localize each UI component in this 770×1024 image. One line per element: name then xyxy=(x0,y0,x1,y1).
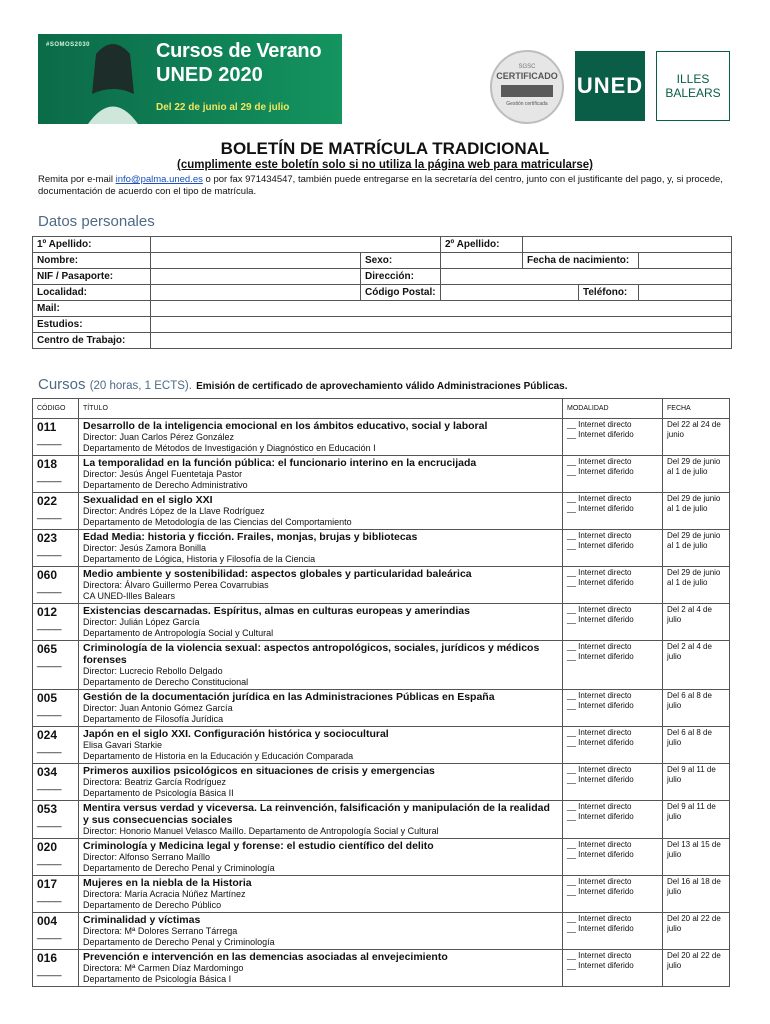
course-title-cell xyxy=(79,913,563,950)
code-mark-line[interactable]: ____ xyxy=(37,656,62,668)
course-date: Del 29 de junio al 1 de julio xyxy=(667,494,721,513)
course-code-cell xyxy=(33,530,79,567)
course-title-cell xyxy=(79,456,563,493)
field-telefono[interactable] xyxy=(639,285,732,301)
course-code: 017 xyxy=(37,877,58,891)
course-code: 060 xyxy=(37,568,58,582)
field-direccion[interactable] xyxy=(441,269,732,285)
label-fecha-nacimiento: Fecha de nacimiento: xyxy=(523,253,639,269)
course-date: Del 22 al 24 de junio xyxy=(667,420,721,439)
illes-line1: ILLES xyxy=(676,72,710,86)
cert-top: SGSC xyxy=(518,64,536,70)
course-fecha-cell xyxy=(663,641,730,690)
option-internet-diferido[interactable]: __ Internet diferido xyxy=(567,812,634,821)
course-modalidad-cell xyxy=(563,839,663,876)
course-title: Sexualidad en el siglo XXI xyxy=(83,494,213,506)
course-fecha-cell xyxy=(663,764,730,801)
course-director: Directora: Mª Carmen Díaz Mardomingo xyxy=(83,963,244,973)
course-fecha-cell xyxy=(663,456,730,493)
table-row xyxy=(33,530,730,567)
option-internet-directo[interactable]: __ Internet directo xyxy=(567,420,632,429)
code-mark-line[interactable]: ____ xyxy=(37,582,62,594)
course-title-cell xyxy=(79,567,563,604)
cursos-heading xyxy=(38,376,568,393)
course-department: Departamento de Derecho Penal y Criminología xyxy=(83,863,275,873)
uned-logo: UNED xyxy=(575,51,645,121)
option-internet-diferido[interactable]: __ Internet diferido xyxy=(567,887,634,896)
code-mark-line[interactable]: ____ xyxy=(37,779,62,791)
code-mark-line[interactable]: ____ xyxy=(37,891,62,903)
course-modalidad-cell xyxy=(563,690,663,727)
table-row xyxy=(33,493,730,530)
course-modalidad-cell xyxy=(563,641,663,690)
course-director: Director: Alfonso Serrano Maíllo xyxy=(83,852,211,862)
course-department: CA UNED-Illes Balears xyxy=(83,591,176,601)
course-modalidad-cell xyxy=(563,456,663,493)
course-code-cell xyxy=(33,567,79,604)
table-row xyxy=(33,641,730,690)
course-director: Directora: Beatriz García Rodríguez xyxy=(83,777,227,787)
course-director: Directora: Mª Dolores Serrano Tárrega xyxy=(83,926,238,936)
code-mark-line[interactable]: ____ xyxy=(37,619,62,631)
course-date: Del 9 al 11 de julio xyxy=(667,802,716,821)
field-mail[interactable] xyxy=(151,301,732,317)
course-fecha-cell xyxy=(663,801,730,839)
course-title: Medio ambiente y sostenibilidad: aspectos globales y particularidad baleárica xyxy=(83,568,472,580)
code-mark-line[interactable]: ____ xyxy=(37,965,62,977)
option-internet-diferido[interactable]: __ Internet diferido xyxy=(567,961,634,970)
page-title: BOLETÍN DE MATRÍCULA TRADICIONAL xyxy=(220,139,550,158)
option-internet-directo[interactable]: __ Internet directo xyxy=(567,691,632,700)
course-title-cell xyxy=(79,604,563,641)
course-code: 016 xyxy=(37,951,58,965)
course-modalidad-cell xyxy=(563,913,663,950)
course-title-cell xyxy=(79,950,563,987)
col-modalidad: MODALIDAD xyxy=(563,399,663,419)
course-modalidad-cell xyxy=(563,801,663,839)
course-code-cell xyxy=(33,690,79,727)
option-internet-diferido[interactable]: __ Internet diferido xyxy=(567,775,634,784)
course-department: Departamento de Derecho Constitucional xyxy=(83,677,249,687)
course-code-cell xyxy=(33,764,79,801)
table-row xyxy=(33,913,730,950)
course-title-cell xyxy=(79,530,563,567)
option-internet-directo[interactable]: __ Internet directo xyxy=(567,568,632,577)
option-internet-directo[interactable]: __ Internet directo xyxy=(567,728,632,737)
table-row xyxy=(33,801,730,839)
course-code-cell xyxy=(33,727,79,764)
field-fecha-nacimiento[interactable] xyxy=(639,253,732,269)
field-localidad[interactable] xyxy=(151,285,361,301)
course-title: Prevención e intervención en las demencias asociadas al envejecimiento xyxy=(83,951,448,963)
course-department: Departamento de Antropología Social y Cultural xyxy=(83,628,274,638)
field-sexo[interactable] xyxy=(441,253,523,269)
option-internet-diferido[interactable]: __ Internet diferido xyxy=(567,430,634,439)
course-director: Director: Jesús Ángel Fuentetaja Pastor xyxy=(83,469,243,479)
course-code: 020 xyxy=(37,840,58,854)
label-apellido2: 2º Apellido: xyxy=(441,237,523,253)
course-date: Del 20 al 22 de julio xyxy=(667,914,721,933)
option-internet-directo[interactable]: __ Internet directo xyxy=(567,914,632,923)
course-fecha-cell xyxy=(663,690,730,727)
code-mark-line[interactable]: ____ xyxy=(37,705,62,717)
course-code-cell xyxy=(33,604,79,641)
course-department: Departamento de Métodos de Investigación y Diagnóstico en Educación I xyxy=(83,443,376,453)
course-title-cell xyxy=(79,493,563,530)
course-department: Departamento de Psicología Básica I xyxy=(83,974,232,984)
intro-pre: Remita por e-mail xyxy=(38,174,116,185)
course-director: Director: Juan Antonio Gómez García xyxy=(83,703,233,713)
table-row xyxy=(33,764,730,801)
course-code: 024 xyxy=(37,728,58,742)
course-title-cell xyxy=(79,419,563,456)
course-fecha-cell xyxy=(663,419,730,456)
table-row xyxy=(33,727,730,764)
course-title: Mujeres en la niebla de la Historia xyxy=(83,877,252,889)
option-internet-directo[interactable]: __ Internet directo xyxy=(567,642,632,651)
certificate-seal xyxy=(490,50,564,124)
label-direccion: Dirección: xyxy=(361,269,441,285)
course-director: Director: Lucrecio Rebollo Delgado xyxy=(83,666,223,676)
intro-post: o por fax 971434547, también puede entregarse en la secretaría del centro, junto con el justificante del pago, y, si procede, documentación de acuerdo con el tipo de matrícula. xyxy=(38,174,723,197)
banner-title-1: Cursos de Verano xyxy=(156,40,322,62)
option-internet-directo[interactable]: __ Internet directo xyxy=(567,951,632,960)
course-director: Elisa Gavari Starkie xyxy=(83,740,163,750)
label-centro-trabajo: Centro de Trabajo: xyxy=(33,333,151,349)
datos-personales-heading: Datos personales xyxy=(38,213,155,230)
personal-data-form xyxy=(32,236,732,349)
course-date: Del 20 al 22 de julio xyxy=(667,951,721,970)
table-row xyxy=(33,604,730,641)
course-title-cell xyxy=(79,641,563,690)
intro-text xyxy=(38,174,738,198)
email-link[interactable]: info@palma.uned.es xyxy=(115,174,203,185)
course-title: Existencias descarnadas. Espíritus, almas en culturas europeas y amerindias xyxy=(83,605,470,617)
banner-dates: Del 22 de junio al 29 de julio xyxy=(156,102,290,113)
course-fecha-cell xyxy=(663,950,730,987)
code-mark-line[interactable]: ____ xyxy=(37,508,62,520)
course-fecha-cell xyxy=(663,530,730,567)
field-centro-trabajo[interactable] xyxy=(151,333,732,349)
option-internet-diferido[interactable]: __ Internet diferido xyxy=(567,578,634,587)
code-mark-line[interactable]: ____ xyxy=(37,816,62,828)
cursos-note: Emisión de certificado de aprovechamiento válido Administraciones Públicas. xyxy=(196,381,568,392)
course-modalidad-cell xyxy=(563,567,663,604)
course-director: Directora: Álvaro Guillermo Perea Covarrubias xyxy=(83,580,269,590)
course-code: 022 xyxy=(37,494,58,508)
summer-courses-banner xyxy=(38,34,342,124)
course-director: Directora: María Acracia Núñez Martínez xyxy=(83,889,246,899)
option-internet-diferido[interactable]: __ Internet diferido xyxy=(567,701,634,710)
option-internet-diferido[interactable]: __ Internet diferido xyxy=(567,467,634,476)
course-date: Del 6 al 8 de julio xyxy=(667,691,712,710)
course-title: Primeros auxilios psicológicos en situaciones de crisis y emergencias xyxy=(83,765,435,777)
option-internet-directo[interactable]: __ Internet directo xyxy=(567,531,632,540)
table-row xyxy=(33,567,730,604)
course-code: 065 xyxy=(37,642,58,656)
course-code-cell xyxy=(33,493,79,530)
course-title-cell xyxy=(79,727,563,764)
course-code-cell xyxy=(33,913,79,950)
course-department: Departamento de Historia en la Educación y Educación Comparada xyxy=(83,751,354,761)
course-title: Edad Media: historia y ficción. Frailes, monjas, brujas y bibliotecas xyxy=(83,531,418,543)
col-titulo: TÍTULO xyxy=(79,399,563,419)
course-title-cell xyxy=(79,876,563,913)
course-title-cell xyxy=(79,801,563,839)
course-date: Del 9 al 11 de julio xyxy=(667,765,716,784)
course-title: La temporalidad en la función pública: el funcionario interino en la encrucijada xyxy=(83,457,477,469)
course-date: Del 16 al 18 de julio xyxy=(667,877,721,896)
label-mail: Mail: xyxy=(33,301,151,317)
label-sexo: Sexo: xyxy=(361,253,441,269)
course-department: Departamento de Derecho Administrativo xyxy=(83,480,248,490)
code-mark-line[interactable]: ____ xyxy=(37,742,62,754)
course-code: 012 xyxy=(37,605,58,619)
option-internet-directo[interactable]: __ Internet directo xyxy=(567,765,632,774)
course-modalidad-cell xyxy=(563,530,663,567)
course-title-cell xyxy=(79,839,563,876)
course-code-cell xyxy=(33,876,79,913)
course-department: Departamento de Psicología Básica II xyxy=(83,788,234,798)
course-director: Director: Andrés López de la Llave Rodríguez xyxy=(83,506,265,516)
course-title: Gestión de la documentación jurídica en las Administraciones Públicas en España xyxy=(83,691,495,703)
course-date: Del 29 de junio al 1 de julio xyxy=(667,568,721,587)
cursos-title: Cursos xyxy=(38,376,86,393)
option-internet-diferido[interactable]: __ Internet diferido xyxy=(567,615,634,624)
table-row xyxy=(33,419,730,456)
course-code-cell xyxy=(33,419,79,456)
course-code: 011 xyxy=(37,420,57,434)
course-fecha-cell xyxy=(663,876,730,913)
option-internet-directo[interactable]: __ Internet directo xyxy=(567,877,632,886)
code-mark-line[interactable]: ____ xyxy=(37,854,62,866)
course-title-cell xyxy=(79,690,563,727)
label-telefono: Teléfono: xyxy=(579,285,639,301)
label-apellido1: 1º Apellido: xyxy=(33,237,151,253)
course-title: Criminalidad y víctimas xyxy=(83,914,201,926)
course-modalidad-cell xyxy=(563,493,663,530)
course-title-cell xyxy=(79,764,563,801)
page-subtitle: (cumplimente este boletín solo si no utiliza la página web para matricularse) xyxy=(176,159,594,171)
course-department: Departamento de Filosofía Jurídica xyxy=(83,714,224,724)
course-date: Del 2 al 4 de julio xyxy=(667,642,712,661)
field-apellido2[interactable] xyxy=(523,237,732,253)
course-code-cell xyxy=(33,456,79,493)
code-mark-line[interactable]: ____ xyxy=(37,434,62,446)
table-row xyxy=(33,690,730,727)
banner-title-2: UNED 2020 xyxy=(156,64,263,86)
course-modalidad-cell xyxy=(563,419,663,456)
course-modalidad-cell xyxy=(563,876,663,913)
field-estudios[interactable] xyxy=(151,317,732,333)
field-cp[interactable] xyxy=(441,285,579,301)
table-row xyxy=(33,456,730,493)
course-code: 018 xyxy=(37,457,58,471)
option-internet-directo[interactable]: __ Internet directo xyxy=(567,802,632,811)
option-internet-diferido[interactable]: __ Internet diferido xyxy=(567,850,634,859)
table-row xyxy=(33,839,730,876)
col-codigo: CÓDIGO xyxy=(33,399,79,419)
label-estudios: Estudios: xyxy=(33,317,151,333)
course-fecha-cell xyxy=(663,604,730,641)
option-internet-diferido[interactable]: __ Internet diferido xyxy=(567,504,634,513)
option-internet-directo[interactable]: __ Internet directo xyxy=(567,605,632,614)
course-modalidad-cell xyxy=(563,950,663,987)
field-nif[interactable] xyxy=(151,269,361,285)
course-fecha-cell xyxy=(663,567,730,604)
course-department: Departamento de Derecho Penal y Criminología xyxy=(83,937,275,947)
course-department: Departamento de Lógica, Historia y Filosofía de la Ciencia xyxy=(83,554,316,564)
course-fecha-cell xyxy=(663,727,730,764)
banner-tag: #SOMOS2030 xyxy=(46,42,91,48)
course-title: Criminología de la violencia sexual: aspectos antropológicos, sociales, jurídicos y médicos forenses xyxy=(83,642,540,666)
code-mark-line[interactable]: ____ xyxy=(37,545,62,557)
cursos-hours: (20 horas, 1 ECTS). xyxy=(89,380,192,392)
course-title: Mentira versus verdad y viceversa. La reinvención, falsificación y manipulación de la realidad y sus consecuencias sociales xyxy=(83,802,550,826)
course-code-cell xyxy=(33,641,79,690)
label-localidad: Localidad: xyxy=(33,285,151,301)
course-code: 034 xyxy=(37,765,58,779)
course-code: 005 xyxy=(37,691,58,705)
courses-table xyxy=(32,398,730,987)
label-cp: Código Postal: xyxy=(361,285,441,301)
woman-figure-icon xyxy=(78,34,148,124)
course-director: Director: Juan Carlos Pérez González xyxy=(83,432,235,442)
course-code-cell xyxy=(33,839,79,876)
course-department: Departamento de Metodología de las Ciencias del Comportamiento xyxy=(83,517,352,527)
course-date: Del 6 al 8 de julio xyxy=(667,728,712,747)
course-date: Del 13 al 15 de julio xyxy=(667,840,721,859)
table-row xyxy=(33,950,730,987)
course-department: Departamento de Derecho Público xyxy=(83,900,222,910)
label-nombre: Nombre: xyxy=(33,253,151,269)
course-code-cell xyxy=(33,801,79,839)
option-internet-diferido[interactable]: __ Internet diferido xyxy=(567,738,634,747)
illes-line2: BALEARS xyxy=(665,86,721,100)
course-title: Desarrollo de la inteligencia emocional en los ámbitos educativo, social y laboral xyxy=(83,420,488,432)
option-internet-diferido[interactable]: __ Internet diferido xyxy=(567,652,634,661)
cert-label: CERTIFICADO xyxy=(496,71,558,81)
label-nif: NIF / Pasaporte: xyxy=(33,269,151,285)
col-fecha: FECHA xyxy=(663,399,730,419)
course-code: 023 xyxy=(37,531,58,545)
courses-body xyxy=(33,419,730,987)
code-mark-line[interactable]: ____ xyxy=(37,471,62,483)
option-internet-directo[interactable]: __ Internet directo xyxy=(567,494,632,503)
option-internet-directo[interactable]: __ Internet directo xyxy=(567,457,632,466)
course-director: Director: Julián López García xyxy=(83,617,200,627)
course-director: Director: Jesús Zamora Bonilla xyxy=(83,543,207,553)
course-fecha-cell xyxy=(663,839,730,876)
table-row xyxy=(33,876,730,913)
illes-balears-logo xyxy=(656,51,730,121)
course-modalidad-cell xyxy=(563,604,663,641)
course-modalidad-cell xyxy=(563,727,663,764)
cert-bar xyxy=(501,85,553,97)
course-fecha-cell xyxy=(663,493,730,530)
option-internet-directo[interactable]: __ Internet directo xyxy=(567,840,632,849)
course-director: Director: Honorio Manuel Velasco Maíllo. Departamento de Antropología Social y Cultural xyxy=(83,826,439,836)
course-modalidad-cell xyxy=(563,764,663,801)
option-internet-diferido[interactable]: __ Internet diferido xyxy=(567,541,634,550)
course-code: 053 xyxy=(37,802,58,816)
cert-bottom: Gestión certificada xyxy=(506,101,548,107)
course-title: Criminología y Medicina legal y forense: el estudio científico del delito xyxy=(83,840,434,852)
course-date: Del 29 de junio al 1 de julio xyxy=(667,531,721,550)
course-title: Japón en el siglo XXI. Configuración histórica y sociocultural xyxy=(83,728,389,740)
course-date: Del 29 de junio al 1 de julio xyxy=(667,457,721,476)
field-nombre[interactable] xyxy=(151,253,361,269)
field-apellido1[interactable] xyxy=(151,237,441,253)
code-mark-line[interactable]: ____ xyxy=(37,928,62,940)
course-fecha-cell xyxy=(663,913,730,950)
course-code: 004 xyxy=(37,914,58,928)
course-date: Del 2 al 4 de julio xyxy=(667,605,712,624)
course-code-cell xyxy=(33,950,79,987)
option-internet-diferido[interactable]: __ Internet diferido xyxy=(567,924,634,933)
